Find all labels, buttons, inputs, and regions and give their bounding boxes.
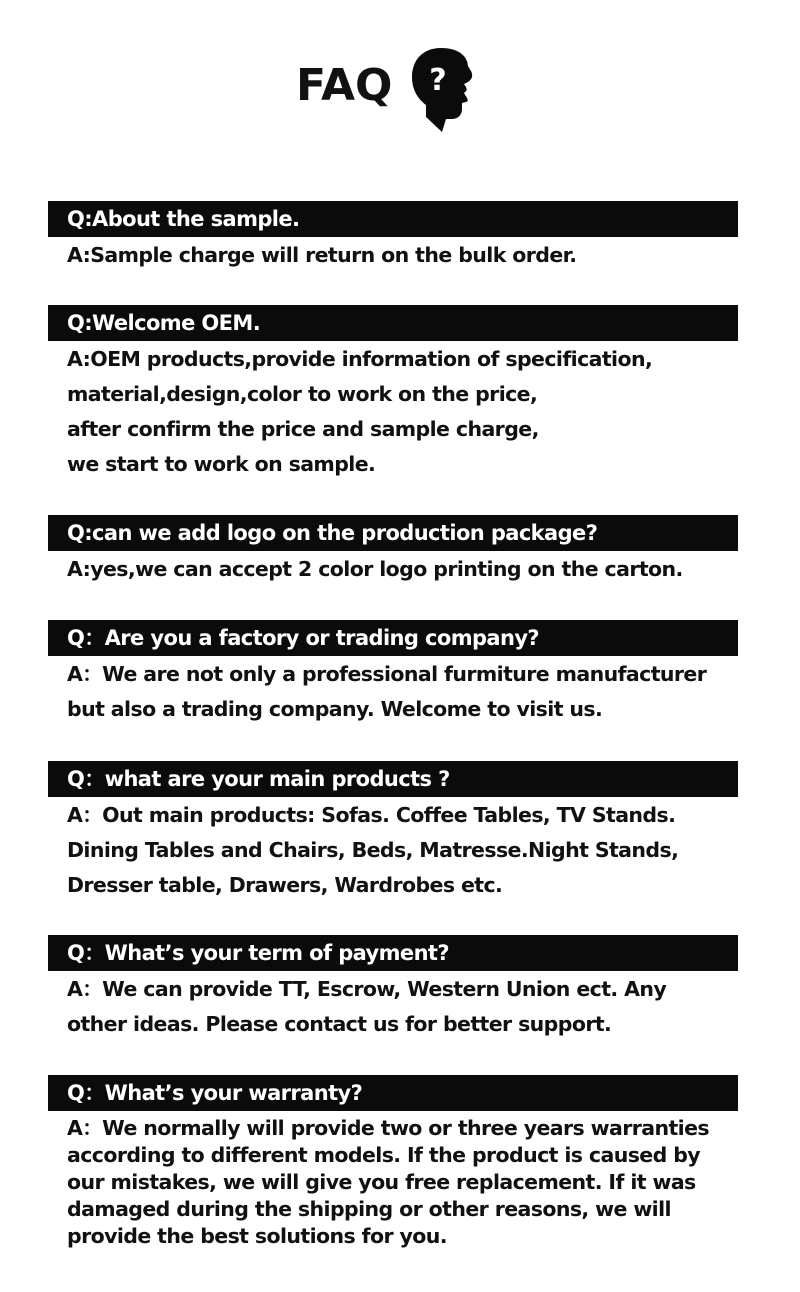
faq-item-oem <box>48 305 738 482</box>
faq-item-payment <box>48 935 738 1042</box>
faq-item-warranty <box>48 1075 738 1250</box>
question-bar: Q：what are your main products ? <box>48 761 738 797</box>
question-bar: Q：Are you a factory or trading company? <box>48 620 738 656</box>
answer-text: A：We are not only a professional furmiture manufacturer but also a trading company. Welcome to visit us. <box>67 662 707 721</box>
answer-text: A：We normally will provide two or three years warranties according to different models. If the product is caused by our mistakes, we will give you free replacement. If it was damaged during the shipping or other reasons, we will provide the best solutions for you. <box>67 1116 709 1248</box>
faq-item-factory <box>48 620 738 727</box>
question-bar: Q:Welcome OEM. <box>48 305 738 341</box>
question-bar: Q：What’s your warranty? <box>48 1075 738 1111</box>
answer-text: A：We can provide TT, Escrow, Western Union ect. Any other ideas. Please contact us for better support. <box>67 977 667 1036</box>
faq-item-logo <box>48 515 738 587</box>
head-question-icon <box>408 46 478 134</box>
svg-text:?: ? <box>429 63 447 98</box>
faq-item-sample <box>48 201 738 273</box>
answer-text: A:OEM products,provide information of specification, material,design,color to work on the price, after confirm the price and sample charge, we start to work on sample. <box>67 347 653 476</box>
answer-text: A:yes,we can accept 2 color logo printing on the carton. <box>67 557 683 581</box>
question-bar: Q:can we add logo on the production package? <box>48 515 738 551</box>
question-bar: Q:About the sample. <box>48 201 738 237</box>
page-title: FAQ <box>296 60 393 111</box>
question-bar: Q：What’s your term of payment? <box>48 935 738 971</box>
faq-header <box>0 44 800 136</box>
faq-item-products <box>48 761 738 903</box>
answer-text: A：Out main products: Sofas. Coffee Tables, TV Stands. Dining Tables and Chairs, Beds, Matresse.Night Stands, Dresser table, Drawers, Wardrobes etc. <box>67 803 679 897</box>
answer-text: A:Sample charge will return on the bulk order. <box>67 243 577 267</box>
